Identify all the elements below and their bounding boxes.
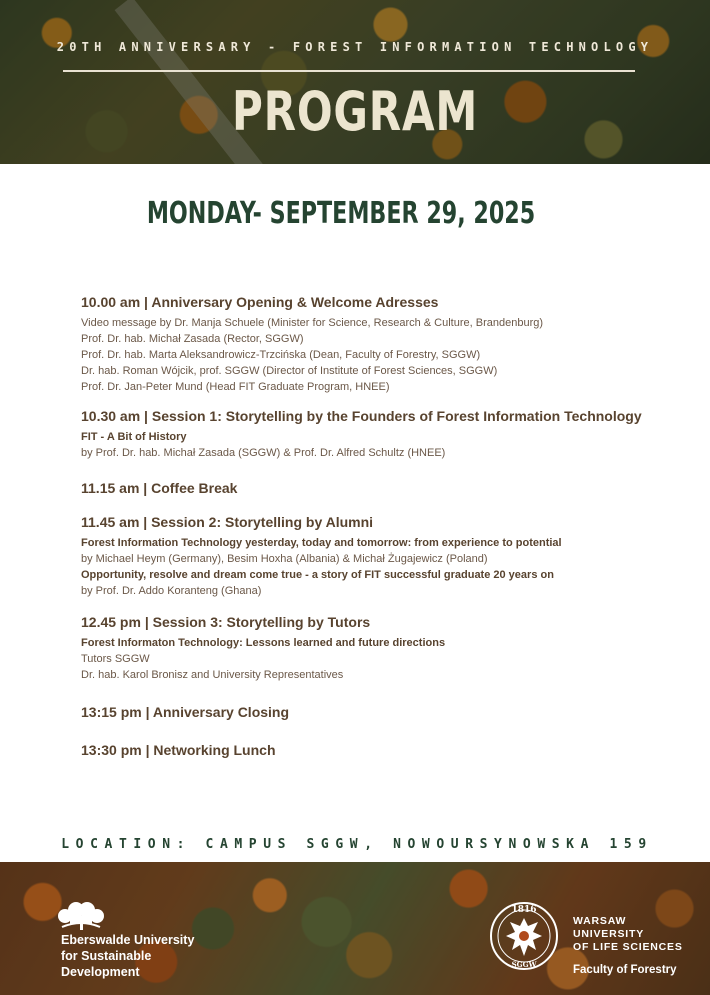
program-item-line: Prof. Dr. Jan-Peter Mund (Head FIT Graduate Program, HNEE) [81,381,390,393]
program-item-line: by Prof. Dr. Addo Koranteng (Ghana) [81,585,262,597]
program-item-line: Dr. hab. Karol Bronisz and University Representatives [81,669,344,681]
program-item-line: Prof. Dr. hab. Marta Aleksandrowicz-Trzcińska (Dean, Faculty of Forestry, SGGW) [81,349,481,361]
svg-text:SGGW: SGGW [511,960,537,969]
program-item [81,408,681,461]
program-item-heading: 12.45 pm | Session 3: Storytelling by Tutors [81,614,371,630]
event-location: LOCATION: CAMPUS SGGW, NOWOURSYNOWSKA 159 [61,837,653,852]
svg-text:1816: 1816 [511,905,537,915]
program-item-talk-title: Forest Informaton Technology: Lessons learned and future directions [81,637,446,649]
footer-banner [0,862,710,995]
program-item [81,614,681,683]
program-item-heading: 10.00 am | Anniversary Opening & Welcome Adresses [81,294,439,310]
anniversary-subtitle: 20TH ANNIVERSARY - FOREST INFORMATION TECHNOLOGY [56,40,654,54]
page-title: PROGRAM [231,80,479,143]
program-item [81,294,681,395]
program-item-talk-title: FIT - A Bit of History [81,431,187,443]
program-item-line: Dr. hab. Roman Wójcik, prof. SGGW (Director of Institute of Forest Sciences, SGGW) [81,365,498,377]
program-item [81,704,681,721]
event-date: MONDAY- SEPTEMBER 29, 2025 [146,196,536,231]
faculty-name: Faculty of Forestry [573,964,677,976]
program-item-heading: 11.45 am | Session 2: Storytelling by Alumni [81,514,374,530]
program-item [81,480,681,497]
program-list [81,294,681,759]
program-item-line: by Michael Heym (Germany), Besim Hoxha (Albania) & Michał Żugajewicz (Poland) [81,553,488,565]
program-item-line: Tutors SGGW [81,653,150,665]
program-item-talk-title: Opportunity, resolve and dream come true - a story of FIT successful graduate 20 years on [81,569,554,581]
sggw-university-name: WARSAW UNIVERSITY OF LIFE SCIENCES [573,915,683,953]
program-item-line: Video message by Dr. Manja Schuele (Minister for Science, Research & Culture, Brandenburg) [81,317,544,329]
program-item-heading: 13:15 pm | Anniversary Closing [81,704,290,720]
program-item [81,742,681,759]
header-banner [0,0,710,164]
program-item-talk-title: Forest Information Technology yesterday, today and tomorrow: from experience to potential [81,537,562,549]
program-item [81,514,681,599]
program-item-line: by Prof. Dr. hab. Michał Zasada (SGGW) & Prof. Dr. Alfred Schultz (HNEE) [81,447,446,459]
program-item-heading: 13:30 pm | Networking Lunch [81,742,276,758]
header-divider [63,70,635,72]
eberswalde-logo-icon [56,900,104,930]
eberswalde-university-name: Eberswalde University for Sustainable Development [61,933,195,979]
program-item-heading: 11.15 am | Coffee Break [81,480,238,496]
program-item-heading: 10.30 am | Session 1: Storytelling by the Founders of Forest Information Technology [81,408,642,424]
sggw-seal-icon [488,900,560,972]
program-item-line: Prof. Dr. hab. Michał Zasada (Rector, SGGW) [81,333,304,345]
